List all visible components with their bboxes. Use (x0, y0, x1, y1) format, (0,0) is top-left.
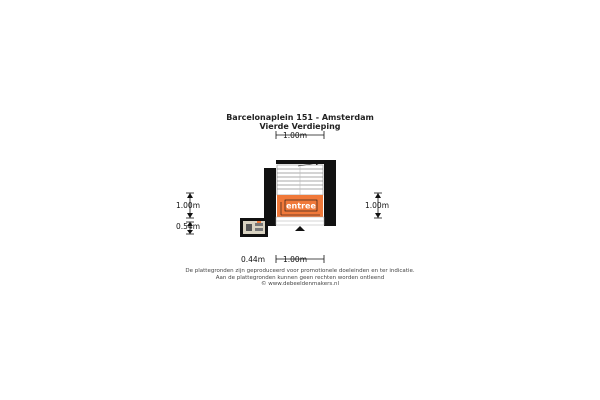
mini-plan-detail (246, 224, 252, 231)
arrow-up-icon (375, 193, 381, 198)
arrow-up-icon (187, 193, 193, 198)
dimension-bottom-width: 1.00m (283, 255, 308, 264)
dimension-top-width: 1.00m (283, 131, 308, 140)
disclaimer-line-2: Aan de plattegronden kunnen geen rechten worden ontleend (215, 274, 385, 281)
address-title: Barcelonaplein 151 - Amsterdam (226, 113, 374, 122)
copyright-line: © www.debeeldenmakers.nl (261, 281, 339, 287)
arrow-down-icon (375, 213, 381, 218)
dimension-left-small: 0.54m (176, 222, 201, 231)
mini-plan-detail (255, 228, 263, 231)
floor-title: Vierde Verdieping (259, 122, 341, 131)
mini-plan-highlight (257, 221, 261, 223)
arrow-down-icon (187, 213, 193, 218)
disclaimer-line-1: De plattegronden zijn geproduceerd voor promotionele doeleinden en ter indicatie. (185, 268, 415, 274)
staircase (277, 165, 323, 195)
left-wall (264, 168, 276, 226)
right-wall (324, 160, 336, 226)
dimension-bottom-small: 0.44m (241, 255, 266, 264)
dimension-right-height: 1.00m (365, 201, 390, 210)
dimension-left-height: 1.00m (176, 201, 201, 210)
entree-label: entree (286, 201, 316, 211)
entrance-arrow-icon (295, 226, 305, 231)
mini-plan-detail (255, 223, 263, 226)
